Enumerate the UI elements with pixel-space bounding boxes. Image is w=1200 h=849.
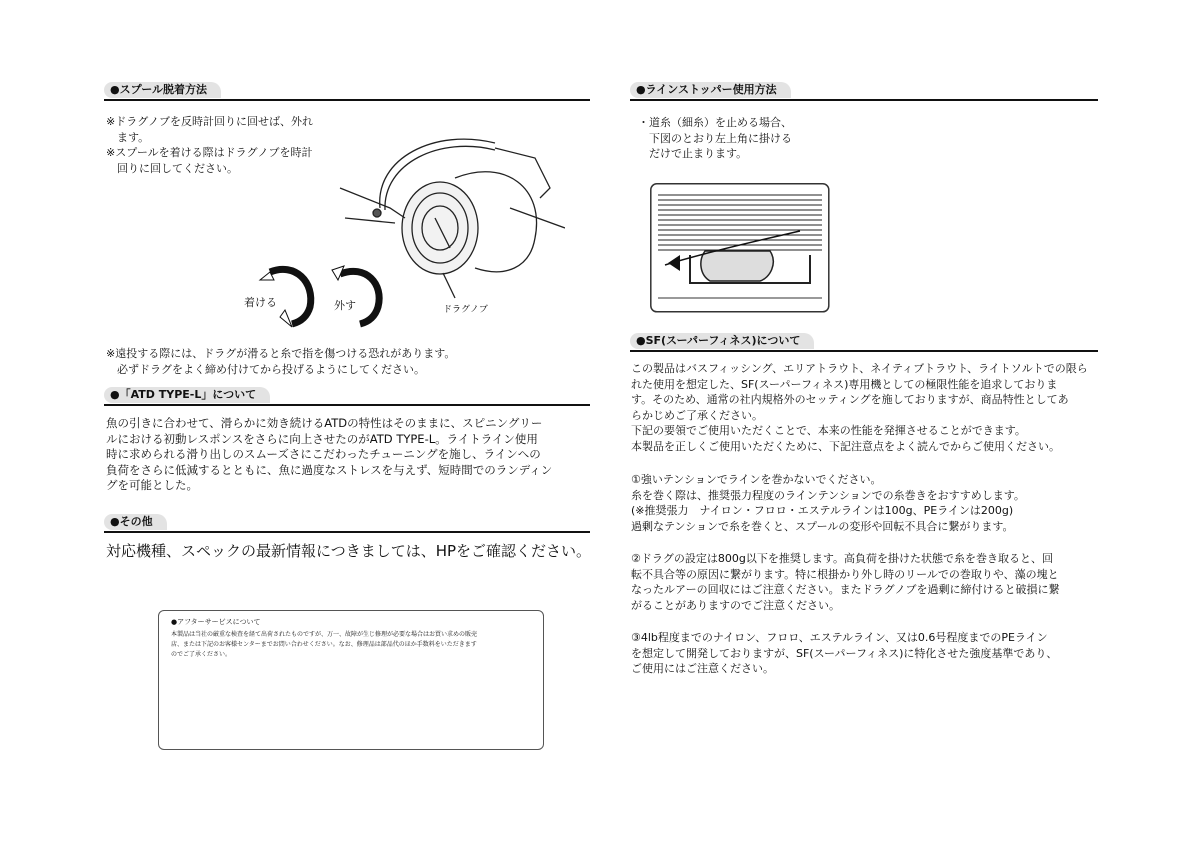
spool-note-1: ※ドラグノブを反時計回りに回せば、外れ ます。 bbox=[106, 115, 313, 144]
label-remove: 外す bbox=[334, 299, 356, 312]
stopper-body: ・道糸（細糸）を止める場合、 下図のとおり左上角に掛ける だけで止まります。 bbox=[638, 116, 792, 160]
after-service-body: 本製品は当社の厳重な検査を経て出荷されたものですが、万一、故障が生じ修理が必要な場合はお買い求めの販売 店、または下記のお客様センターまでお問い合わせください。なお、修理品は部品代のほか手数料をいただきます のでご了承ください。 bbox=[171, 631, 478, 658]
spool-heading: ●スプール脱着方法 bbox=[104, 82, 221, 98]
other-section-header bbox=[104, 514, 590, 530]
divider bbox=[630, 350, 1098, 352]
spool-section-header bbox=[104, 82, 590, 98]
line-stopper-illustration bbox=[650, 183, 830, 313]
stopper-heading: ●ラインストッパー使用方法 bbox=[630, 82, 791, 98]
atd-body: 魚の引きに合わせて、滑らかに効き続けるATDの特性はそのままに、スピニングリー ルにおける初動レスポンスをさらに向上させたのがATD TYPE-L。ライトライン使用 時に求められる滑り出しのスムーズさにこだわったチューニングを施し、ラインへの 負荷をさらに低減するとともに、魚に過度なストレスを与えず、短時間でのランディン グを可能とした。 bbox=[106, 416, 553, 492]
label-attach: 着ける bbox=[244, 296, 277, 309]
sf-item-2: ②ドラグの設定は800g以下を推奨します。高負荷を掛けた状態で糸を巻き取ると、回 転不具合等の原因に繋がります。特に根掛かり外し時のリールでの巻取りや、藻の塊と なったルアーの回収にはご注意ください。またドラグノブを過剰に締付けると破損に繋 がることがありますのでご注意ください。 bbox=[631, 552, 1060, 612]
divider bbox=[630, 99, 1098, 101]
sf-item-1: ①強いテンションでラインを巻かないでください。 糸を巻く際は、推奨張力程度のラインテンションでの糸巻きをおすすめします。 (※推奨張力 ナイロン・フロロ・エステルラインは100g、PEラインは200g) 過剰なテンションで糸を巻くと、スプールの変形や回転不具合に繋がります。 bbox=[631, 473, 1025, 533]
spool-note-2: ※スプールを着ける際はドラグノブを時計 回りに回してください。 bbox=[106, 146, 313, 175]
other-body: 対応機種、スペックの最新情報につきましては、HPをご確認ください。 bbox=[106, 542, 592, 560]
sf-heading: ●SF(スーパーフィネス)について bbox=[630, 333, 814, 349]
divider bbox=[104, 404, 590, 406]
other-heading: ●その他 bbox=[104, 514, 167, 530]
label-drag-knob: ドラグノブ bbox=[443, 305, 488, 315]
sf-section-header bbox=[630, 333, 1098, 349]
sf-intro: この製品はバスフィッシング、エリアトラウト、ネイティブトラウト、ライトソルトでの限ら れた使用を想定した、SF(スーパーフィネス)専用機としての極限性能を追求しておりま す。そのため、通常の社内規格外のセッティングを施しておりますが、商品特性としてあ らかじめご了承ください。 下記の要領でご使用いただくことで、本来の性能を発揮させることができます。 本製品を正しくご使用いただくために、下記注意点をよく読んでからご使用ください。 bbox=[631, 362, 1088, 453]
spool-warning: ※遠投する際には、ドラグが滑ると糸で指を傷つける恐れがあります。 必ずドラグをよく締め付けてから投げるようにしてください。 bbox=[106, 347, 456, 376]
divider bbox=[104, 531, 590, 533]
atd-heading: ●「ATD TYPE-L」について bbox=[104, 387, 270, 403]
after-service-box bbox=[158, 610, 544, 750]
atd-section-header bbox=[104, 387, 590, 403]
divider bbox=[104, 99, 590, 101]
sf-item-3: ③4lb程度までのナイロン、フロロ、エステルライン、又は0.6号程度までのPEライン を想定して開発しておりますが、SF(スーパーフィネス)に特化させた強度基準であり、 ご使用にはご注意ください。 bbox=[631, 631, 1058, 675]
after-service-title: ●アフターサービスについて bbox=[171, 618, 261, 626]
stopper-section-header bbox=[630, 82, 1098, 98]
